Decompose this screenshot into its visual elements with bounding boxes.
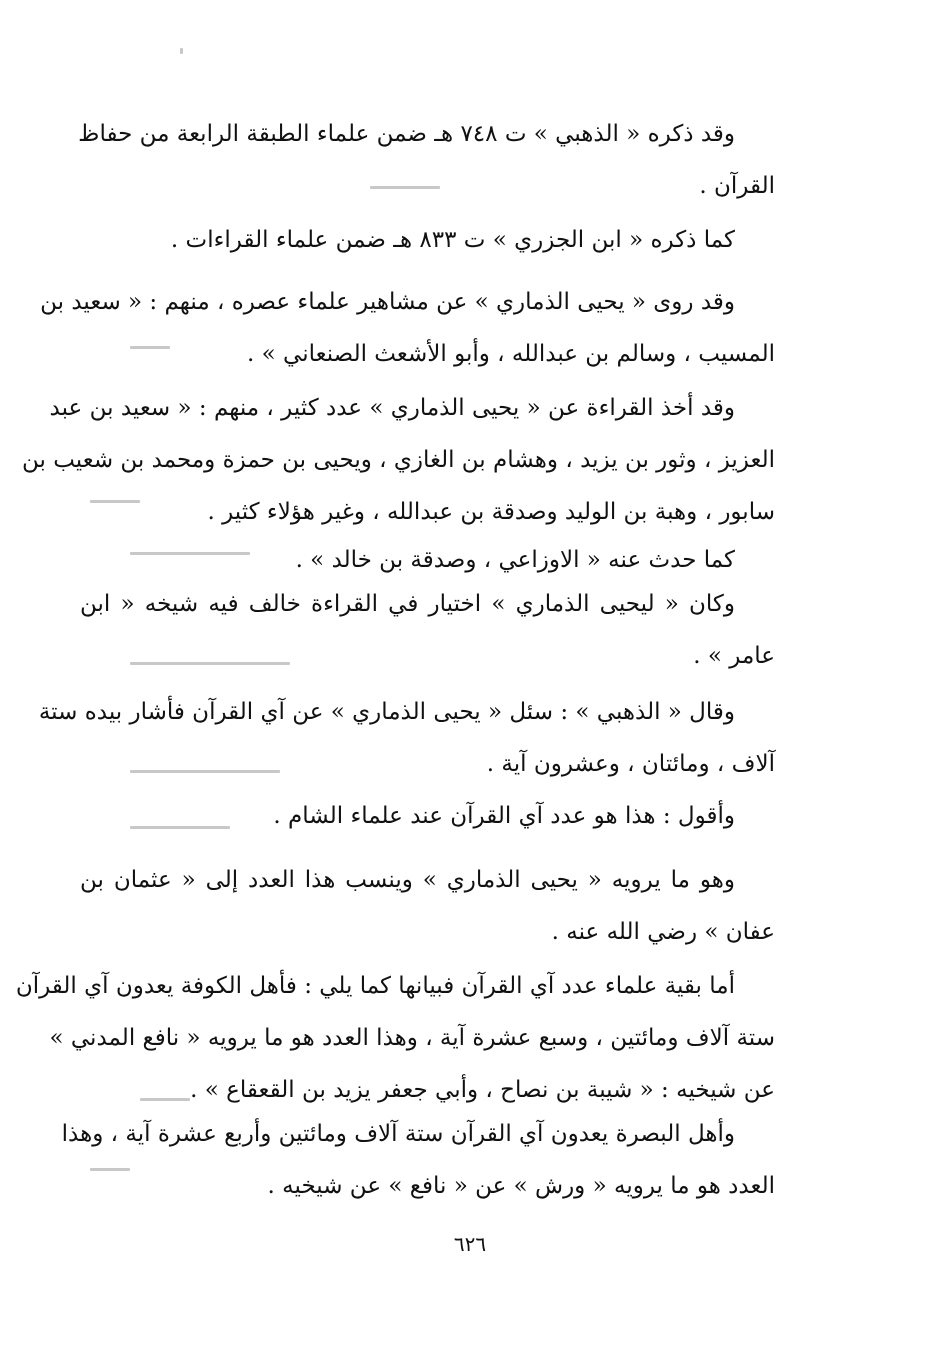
text-line: القرآن . [699,173,775,199]
text-line: وكان « ليحيى الذماري » اختيار في القراءة خالف فيه شيخه « ابن [80,591,735,617]
text-line: وقد ذكره « الذهبي » ت ٧٤٨ هـ ضمن علماء الطبقة الرابعة من حفاظ [78,121,735,147]
scan-speck [130,826,230,829]
text-line: آلاف ، ومائتان ، وعشرون آية . [486,751,775,777]
text-line: وقال « الذهبي » : سئل « يحيى الذماري » عن آي القرآن فأشار بيده ستة [38,699,735,725]
paragraph-narrators [40,276,775,380]
text-line: العزيز ، وثور بن يزيد ، وهشام بن الغازي ، ويحيى بن حمزة ومحمد بن شعيب بن [21,447,775,473]
scan-speck [370,186,440,189]
scan-speck [130,346,170,349]
paragraph-ibn-jazari-mention [80,214,775,266]
scan-speck [90,500,140,503]
paragraph-choice [80,578,775,682]
paragraph-basra-count [61,1108,775,1212]
scan-speck [90,1168,130,1171]
text-line: سابور ، وهبة بن الوليد وصدقة بن عبدالله ، وغير هؤلاء كثير . [207,499,775,525]
text-line: وأهل البصرة يعدون آي القرآن ستة آلاف ومائتين وأربع عشرة آية ، وهذا [61,1121,735,1147]
text-line: وقد أخذ القراءة عن « يحيى الذماري » عدد كثير ، منهم : « سعيد بن عبد [49,395,735,421]
text-line: وقد روى « يحيى الذماري » عن مشاهير علماء عصره ، منهم : « سعيد بن [40,289,735,315]
paragraph-author-note [80,790,775,842]
text-line: المسيب ، وسالم بن عبدالله ، وأبو الأشعث الصنعاني » . [247,341,775,367]
text-line: عفان » رضي الله عنه . [551,919,775,945]
text-line: العدد هو ما يرويه « ورش » عن « نافع » عن شيخيه . [267,1173,775,1199]
paragraph-kufa-count [15,960,775,1116]
text-line: أما بقية علماء عدد آي القرآن فبيانها كما يلي : فأهل الكوفة يعدون آي القرآن [15,973,735,999]
paragraph-dhahabi-mention [80,108,775,212]
page-number: ٦٢٦ [453,1232,487,1256]
text-line: كما ذكره « ابن الجزري » ت ٨٣٣ هـ ضمن علماء القراءات . [170,227,735,253]
scan-speck [140,1098,190,1101]
scan-speck [130,552,250,555]
paragraph-verse-count [38,686,775,790]
text-line: ستة آلاف ومائتين ، وسبع عشرة آية ، وهذا العدد هو ما يرويه « نافع المدني » [49,1025,775,1051]
text-line: كما حدث عنه « الاوزاعي ، وصدقة بن خالد » . [295,547,735,573]
paragraph-students [21,382,775,538]
text-line: وهو ما يرويه « يحيى الذماري » وينسب هذا العدد إلى « عثمان بن [80,867,735,893]
text-line: عامر » . [693,643,775,669]
scan-speck [130,770,280,773]
text-line: عن شيخيه : « شيبة بن نصاح ، وأبي جعفر يزيد بن القعقاع » . [190,1077,775,1103]
scan-speck [180,48,183,54]
paragraph-uthman-count [80,854,775,958]
text-line: وأقول : هذا هو عدد آي القرآن عند علماء الشام . [273,803,735,829]
scan-speck [130,662,290,665]
